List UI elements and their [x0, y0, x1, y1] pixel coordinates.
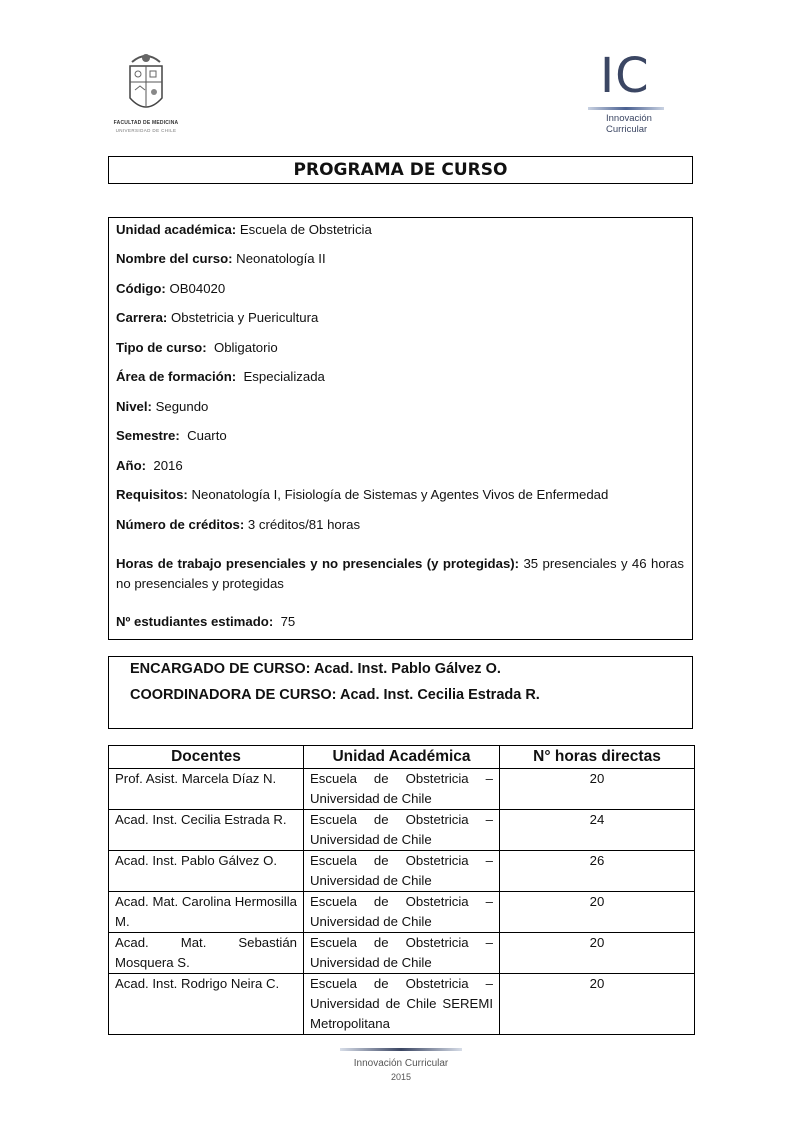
- table-row: [109, 810, 695, 851]
- logo-line-2: Curricular: [606, 124, 648, 135]
- field-horas: Horas de trabajo presenciales y no presenciales (y protegidas): 35 presenciales y 46 horas no presenciales y protegidas: [116, 556, 684, 591]
- field-tipo: Tipo de curso: Obligatorio: [116, 340, 278, 355]
- docentes-table: [108, 745, 695, 1035]
- page-title: PROGRAMA DE CURSO: [293, 160, 508, 180]
- university-crest-icon: [124, 48, 168, 118]
- field-area: Área de formación: Especializada: [116, 369, 325, 384]
- horas-cell: 26: [500, 851, 695, 892]
- footer-logo: [340, 1048, 462, 1088]
- horas-cell: 20: [500, 892, 695, 933]
- footer-line-1: Innovación Curricular: [353, 1058, 449, 1069]
- unidad-cell: Escuela de Obstetricia – Universidad de Chile SEREMI Metropolitana: [304, 974, 500, 1035]
- faculty-name: FACULTAD DE MEDICINA: [113, 120, 179, 126]
- table-row: [109, 851, 695, 892]
- field-estudiantes: Nº estudiantes estimado: 75: [116, 614, 296, 629]
- encargado-line: ENCARGADO DE CURSO: Acad. Inst. Pablo Gálvez O.: [130, 661, 501, 677]
- column-header: Unidad Académica: [304, 746, 500, 769]
- table-header-row: [109, 746, 695, 769]
- field-anio: Año: 2016: [116, 458, 183, 473]
- title-box: [108, 156, 693, 184]
- horas-cell: 20: [500, 974, 695, 1035]
- docente-cell: Acad. Inst. Cecilia Estrada R.: [109, 810, 304, 851]
- table-row: [109, 769, 695, 810]
- field-semestre: Semestre: Cuarto: [116, 428, 227, 443]
- coordinadora-line: COORDINADORA DE CURSO: Acad. Inst. Cecilia Estrada R.: [130, 687, 540, 703]
- column-header: N° horas directas: [500, 746, 695, 769]
- footer-bar: [340, 1048, 462, 1051]
- table-row: [109, 974, 695, 1035]
- docente-cell: Acad. Inst. Pablo Gálvez O.: [109, 851, 304, 892]
- unidad-cell: Escuela de Obstetricia – Universidad de Chile: [304, 892, 500, 933]
- unidad-cell: Escuela de Obstetricia – Universidad de Chile: [304, 933, 500, 974]
- horas-cell: 24: [500, 810, 695, 851]
- docente-cell: Acad. Mat. Sebastián Mosquera S.: [109, 933, 304, 974]
- column-header: Docentes: [109, 746, 304, 769]
- footer-line-2: 2015: [390, 1072, 412, 1082]
- horas-cell: 20: [500, 933, 695, 974]
- unidad-cell: Escuela de Obstetricia – Universidad de Chile: [304, 810, 500, 851]
- encargado-box: [108, 656, 693, 729]
- docente-cell: Prof. Asist. Marcela Díaz N.: [109, 769, 304, 810]
- table-row: [109, 933, 695, 974]
- course-info-box: [108, 217, 693, 640]
- ic-mark: IC: [600, 48, 650, 104]
- unidad-cell: Escuela de Obstetricia – Universidad de Chile: [304, 769, 500, 810]
- logo-line-1: Innovación: [606, 113, 652, 124]
- unidad-cell: Escuela de Obstetricia – Universidad de Chile: [304, 851, 500, 892]
- innovacion-curricular-logo: [588, 48, 664, 138]
- docente-cell: Acad. Mat. Carolina Hermosilla M.: [109, 892, 304, 933]
- logo-underline: [588, 107, 664, 110]
- field-creditos: Número de créditos: 3 créditos/81 horas: [116, 517, 361, 532]
- field-nombre: Nombre del curso: Neonatología II: [116, 251, 326, 266]
- faculty-logo: [108, 48, 184, 140]
- university-name: UNIVERSIDAD DE CHILE: [115, 128, 177, 133]
- field-nivel: Nivel: Segundo: [116, 399, 209, 414]
- table-row: [109, 892, 695, 933]
- docente-cell: Acad. Inst. Rodrigo Neira C.: [109, 974, 304, 1035]
- field-carrera: Carrera: Obstetricia y Puericultura: [116, 310, 319, 325]
- field-unidad: Unidad académica: Escuela de Obstetricia: [116, 222, 372, 237]
- field-requisitos: Requisitos: Neonatología I, Fisiología de Sistemas y Agentes Vivos de Enfermedad: [116, 487, 609, 502]
- field-codigo: Código: OB04020: [116, 281, 226, 296]
- horas-cell: 20: [500, 769, 695, 810]
